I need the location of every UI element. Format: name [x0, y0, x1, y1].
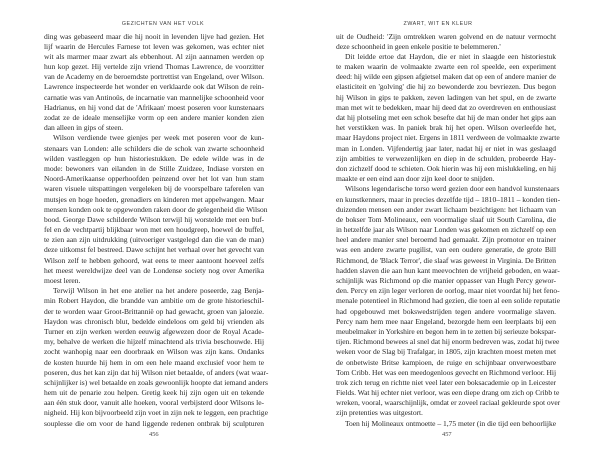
page-number: 457	[442, 431, 452, 438]
text-line: Percy nam hem mee naar Engeland, bezorgde hem een leerplaats bij een	[336, 316, 556, 326]
running-head: ZWART, WIT EN KLEUR	[403, 21, 473, 27]
text-line: weken voor de Slag bij Trafalgar, in 1805, zijn krachten moest meten met	[336, 347, 556, 357]
text-line: had opgebouwd met bokswedstrijden tegen andere voormalige slaven.	[336, 306, 556, 316]
text-line: min Robert Haydon, die brandde van ambitie om de grote historieschil-	[44, 296, 264, 306]
text-line: ding was gebaseerd maar die hij nooit in levenden lijve had gezien. Het	[44, 31, 264, 41]
text-line: in hetzelfde jaar als Wilson naar Londen was gekomen en zichzelf op een	[336, 225, 556, 235]
text-line: Haydon was chronisch blut, bedelde eindeloos om geld bij vrienden als	[44, 316, 264, 326]
body-text	[336, 31, 561, 429]
text-line: wreken, vooral, waarschijnlijk, omdat er zoveel raciaal gekleurde spot over	[336, 398, 561, 408]
text-line: duizenden mensen een ander zwart lichaam bezichtigen: het lichaam van	[336, 204, 556, 214]
text-line: schijnlijk was Richmond op die manier oppasser van Hugh Percy gewor-	[336, 276, 556, 285]
text-line: en kunstkenners, maar in precies dezelfde tijd – 1810–1811 – konden tien-	[336, 194, 561, 204]
text-line: Wilson zelf te hebben gehoord, wat eens te meer aantoont hoeveel zelfs	[44, 255, 264, 265]
text-line: het meest wereldwijze deel van de Londense society nog over Amerika	[44, 265, 264, 275]
right-page	[300, 0, 600, 460]
text-line: mode: bewoners van eilanden in de Stille Zuidzee, Indiase vorsten en	[44, 163, 264, 173]
text-line: Dit leidde ertoe dat Haydon, die er niet in slaagde een historiestuk	[345, 51, 556, 61]
text-line: de bokser Tom Molineaux, een voormalige slaaf uit South Carolina, die	[336, 214, 556, 224]
text-line: menale potentieel in Richmond had gezien, die toen al een solide reputatie	[336, 296, 560, 306]
text-line: maakte er een eind aan door zijn keel door te snijden.	[336, 174, 495, 184]
text-line: Wilson verdiende twee gienjes per week met poseren voor de kun-	[53, 133, 264, 143]
text-line: poseren, dus het kan zijn dat hij Wilson niet betaalde, of anders (wat waar-	[44, 367, 269, 377]
text-line: de kosten huurde hij hem in om een hele maand exclusief voor hem te	[44, 357, 264, 367]
text-line: man in Londen. Vijfendertig jaar later, nadat hij er niet in was geslaagd	[336, 143, 556, 153]
text-line: den. Percy en zijn leger verloren de oorlog, maar niet voordat hij het feno-	[336, 286, 560, 296]
text-line: uit de Oudheid: 'Zijn omtrekken waren golvend en de natuur vermocht	[336, 31, 556, 41]
text-line: aan één stuk door, vanuit alle hoeken, vooral verbijsterd door Wilsons le-	[44, 398, 264, 408]
text-line: zijn ambities te verwezenlijken en diep in de schulden, probeerde Hay-	[336, 153, 556, 163]
text-line: maar Haydons project niet. Ergens in 1811 verdween de volmaakte zwarte	[336, 133, 560, 143]
text-line: wit als marmer maar zwart als ebbenhout. Al zijn aannamen werden op	[44, 51, 264, 61]
text-line: trok zich terug en richtte niet veel later een boksacademie op in Leicester	[336, 377, 556, 387]
text-line: Turner en zijn werken werden eeuwig afgewezen door de Royal Acade-	[44, 326, 264, 336]
text-line: Wilsons legendarische torso werd gezien door een handvol kunstenaars	[345, 184, 560, 194]
text-line: was een andere zwarte pugilist, van een oudere generatie, de grote Bill	[336, 245, 556, 255]
text-line: waren visuele uitspattingen vergeleken bij de voorspelbare taferelen van	[44, 184, 264, 194]
text-line: hij Wilson in gips te pakken, zeven ladingen van het spul, en de zwarte	[336, 92, 556, 102]
text-line: nigheid. Hij kon bijvoorbeeld zijn voet in zijn nek te leggen, een prachtige	[44, 408, 268, 418]
text-line: moest leren.	[44, 276, 81, 285]
text-line: Noord-Amerikaanse opperhoofden peinzend over het lot van hun stam	[44, 174, 264, 184]
body-text	[44, 31, 269, 429]
text-line: fel en de vechtpartij blijkbaar won met een houdgreep, hoewel de buffel,	[44, 225, 264, 235]
text-line: deed: hij wilde een gipsen afgietsel maken dat op een of andere manier de	[336, 72, 556, 82]
text-line: hadden slaven die aan hun kant meevochten de vrijheid geboden, en waar-	[336, 265, 560, 275]
text-line: het verstikken was. In paniek brak hij het open. Wilson overleefde het,	[336, 123, 556, 133]
text-line: van de Academy en de beroemdste portrettist van Engeland, over Wilson.	[44, 72, 264, 82]
text-line: lijf waarin de Hercules Farnese tot leven was gekomen, was echter niet	[44, 41, 264, 51]
text-line: souplesse die om voor de hand liggende redenen ontbrak bij sculpturen	[44, 418, 264, 428]
text-line: mensen konden ook te opgewonden raken door de gelegenheid die Wilson	[44, 204, 268, 214]
text-line: dan alleen in gips of steen.	[44, 123, 124, 133]
text-line: man met wit te bedekken, maar hij deed dat zo overdreven en enthousiast	[336, 102, 556, 112]
text-line: my, behalve de werken die hijzelf minachtend als trivia beschouwde. Hij	[44, 337, 264, 347]
text-line: carnatie was van Antinoüs, de incarnatie van mannelijke schoonheid voor	[44, 92, 264, 102]
text-line: tijen. Richmond bewees al snel dat hij enorm bedreven was, zodat hij twee	[336, 337, 560, 347]
text-line: stenaars van Londen: alle schilders die de schok van zwarte schoonheid	[44, 143, 264, 153]
text-line: hun kop gezet. Hij vertelde zijn vriend Thomas Lawrence, de voorzitter	[44, 62, 264, 72]
text-line: Tom Cribb. Het was een meedogenloos gevecht en Richmond verloor. Hij	[336, 367, 556, 377]
text-line: dat hij plotseling met een schok besefte dat hij de man onder het gips aan	[336, 113, 556, 122]
text-line: Fields. Wat hij echter niet verloor, was een diepe drang om zich op Cribb te	[336, 388, 560, 398]
text-line: wilden vastleggen op hun historiestukken. De edele wilde was in de	[44, 153, 264, 163]
text-line: elasticiteit en 'golving' die hij zo bewonderde zou bevriezen. Dus begon	[336, 82, 556, 92]
text-line: te maken waarin de volmaakte zwarte een rol speelde, een experiment	[336, 62, 556, 72]
text-line: Lawrence inspecteerde het wonder en verklaarde ook dat Wilson de rein-	[44, 82, 264, 92]
text-line: zijn pretenties was uitgestort.	[336, 408, 423, 418]
text-line: de onbetwiste Britse kampioen, de ruige en schijnbaar onverwoestbare	[336, 357, 556, 367]
text-line: heel andere manier snel beroemd had gemaakt. Zijn promotor en trainer	[336, 235, 556, 245]
text-line: schijnlijker is) wel betaalde en zoals gewoonlijk hoopte dat iemand anders	[44, 377, 268, 387]
text-line: bood. George Dawe schilderde Wilson terwijl hij worstelde met een buf-	[44, 214, 264, 224]
text-line: der te worden waar Groot-Brittannië op had gewacht, groen van jaloezie.	[44, 306, 264, 316]
text-line: deze schoonheid in geen enkele positie te belemmeren.'	[336, 41, 501, 51]
text-line: deze uitkomst fel bestreed. Dawe schijnt het verhaal over het gevecht van	[44, 245, 264, 255]
text-line: zocht wanhopig naar een doorbraak en Wilson was zijn kans. Ondanks	[44, 347, 264, 357]
text-line: hem uit de penarie zou helpen. Gretig keek hij zijn ogen uit en tekende	[44, 388, 264, 398]
text-line: don zichzelf dood te schieten. Ook hierin was hij een mislukkeling, en hij	[336, 163, 556, 173]
text-line: Terwijl Wilson in het ene atelier na het andere poseerde, zag Benja-	[53, 286, 264, 296]
text-line: mutsjes en hoge hoeden, grenadiers en kinderen met appelwangen. Maar	[44, 194, 264, 204]
text-line: Toen hij Molineaux ontmoette – 1,75 meter (in die tijd een behoorlijke	[345, 418, 556, 428]
text-line: meubelmaker in Yorkshire en begon hem in te zetten bij serieuze bokspar-	[336, 326, 557, 336]
text-line: Hadrianus, en hij vond dat de 'Afrikaan' moest poseren voor kunstenaars	[44, 102, 264, 112]
text-line: zodat ze de ideale menselijke vorm op een andere manier konden zien	[44, 113, 264, 122]
text-line: Richmond, de 'Black Terror', die slaaf was geweest in Virginia. De Britten	[336, 255, 556, 265]
running-head: GEZICHTEN VAN HET VOLK	[121, 21, 205, 27]
page-number: 456	[149, 431, 159, 438]
text-line: te zien aan zijn uitdrukking (uitvoeriger vastgelegd dan die van de man)	[44, 235, 264, 245]
